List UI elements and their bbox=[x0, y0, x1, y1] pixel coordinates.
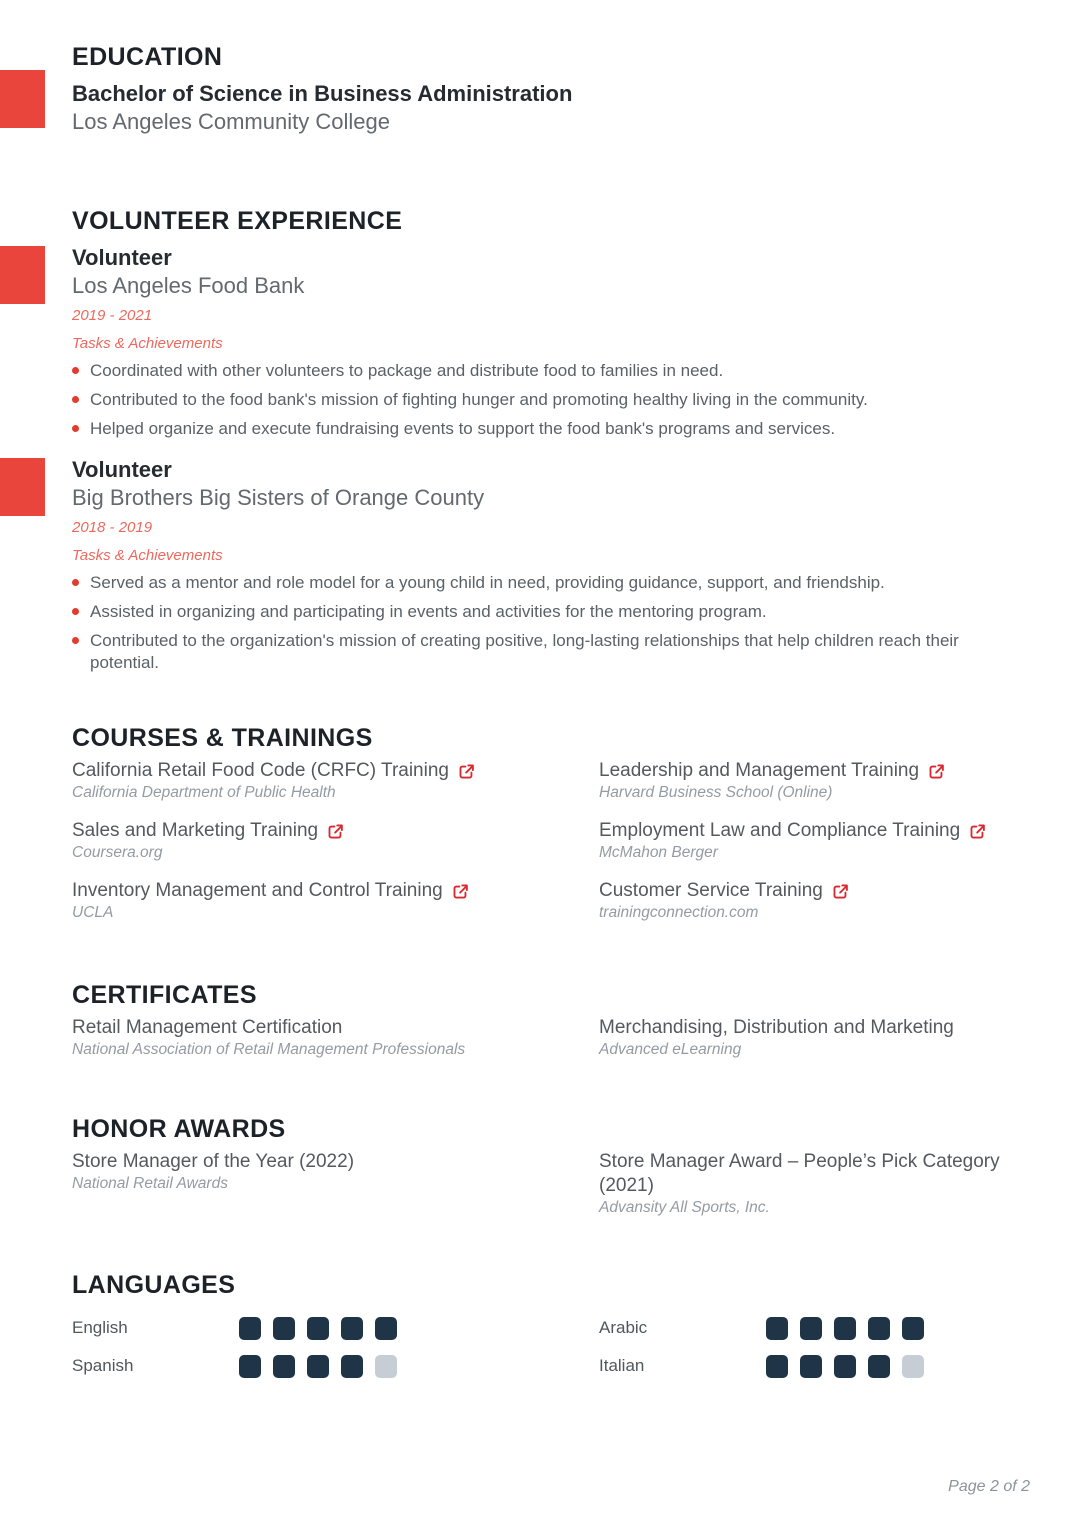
course-card bbox=[599, 819, 1020, 879]
language-level-square bbox=[239, 1317, 261, 1340]
language-level-indicator bbox=[766, 1355, 924, 1378]
accent-block bbox=[0, 70, 45, 128]
language-level-square bbox=[834, 1317, 856, 1340]
education-heading: EDUCATION bbox=[72, 43, 223, 71]
language-name: Italian bbox=[599, 1356, 645, 1375]
language-level-indicator bbox=[766, 1317, 924, 1340]
course-title: Employment Law and Compliance Training bbox=[599, 820, 961, 841]
volunteer-entry bbox=[72, 456, 1020, 674]
certificates-grid bbox=[72, 1016, 1020, 1076]
task-item bbox=[72, 601, 1020, 623]
section-honor-awards bbox=[72, 1114, 1020, 1216]
course-title: Sales and Marketing Training bbox=[72, 820, 319, 841]
task-text: Coordinated with other volunteers to package and distribute food to families in need. bbox=[90, 361, 724, 380]
date-range: 2018 - 2019 bbox=[72, 519, 153, 536]
task-text: Contributed to the food bank's mission of fighting hunger and promoting healthy living in the community. bbox=[90, 390, 868, 409]
organization-name: Los Angeles Food Bank bbox=[72, 273, 305, 298]
language-name: Arabic bbox=[599, 1318, 648, 1337]
certificate-card bbox=[72, 1016, 599, 1076]
bullet-dot-icon bbox=[72, 579, 79, 586]
school-name: Los Angeles Community College bbox=[72, 109, 390, 134]
language-level-square bbox=[868, 1317, 890, 1340]
certificate-title: Merchandising, Distribution and Marketing bbox=[599, 1017, 954, 1038]
language-level-square bbox=[341, 1355, 363, 1378]
task-list bbox=[72, 360, 1020, 440]
tasks-achievements-label: Tasks & Achievements bbox=[72, 335, 223, 352]
section-languages bbox=[72, 1270, 1020, 1378]
language-row bbox=[599, 1316, 1020, 1340]
course-title: Customer Service Training bbox=[599, 880, 823, 901]
external-link-icon[interactable] bbox=[969, 823, 986, 840]
language-row bbox=[72, 1316, 599, 1340]
role-title: Volunteer bbox=[72, 457, 172, 482]
task-item bbox=[72, 360, 1020, 382]
awards-heading: HONOR AWARDS bbox=[72, 1115, 286, 1143]
tasks-achievements-label: Tasks & Achievements bbox=[72, 547, 223, 564]
language-level-square bbox=[307, 1317, 329, 1340]
courses-grid bbox=[72, 759, 1020, 939]
section-volunteer-experience bbox=[72, 206, 1020, 681]
section-education bbox=[72, 42, 1020, 136]
language-level-square bbox=[766, 1317, 788, 1340]
task-item bbox=[72, 630, 1020, 674]
language-level-square bbox=[273, 1355, 295, 1378]
award-issuer: Advansity All Sports, Inc. bbox=[599, 1199, 770, 1216]
page-number: Page 2 of 2 bbox=[948, 1478, 1030, 1495]
external-link-icon[interactable] bbox=[928, 763, 945, 780]
task-list bbox=[72, 572, 1020, 674]
language-level-square bbox=[800, 1317, 822, 1340]
courses-heading: COURSES & TRAININGS bbox=[72, 724, 373, 752]
course-card bbox=[72, 879, 599, 939]
language-level-square bbox=[375, 1317, 397, 1340]
bullet-dot-icon bbox=[72, 367, 79, 374]
language-level-square bbox=[766, 1355, 788, 1378]
education-entry bbox=[72, 80, 1020, 136]
course-card bbox=[72, 759, 599, 819]
bullet-dot-icon bbox=[72, 637, 79, 644]
task-item bbox=[72, 418, 1020, 440]
award-issuer: National Retail Awards bbox=[72, 1175, 228, 1192]
language-level-square bbox=[800, 1355, 822, 1378]
external-link-icon[interactable] bbox=[452, 883, 469, 900]
award-card bbox=[72, 1150, 599, 1210]
course-title: Inventory Management and Control Training bbox=[72, 880, 443, 901]
languages-heading: LANGUAGES bbox=[72, 1271, 236, 1299]
course-provider: California Department of Public Health bbox=[72, 784, 336, 801]
language-level-square bbox=[902, 1355, 924, 1378]
bullet-dot-icon bbox=[72, 608, 79, 615]
task-text: Served as a mentor and role model for a young child in need, providing guidance, support, and friendship. bbox=[90, 573, 885, 592]
course-card bbox=[72, 819, 599, 879]
accent-block bbox=[0, 458, 45, 516]
language-level-square bbox=[834, 1355, 856, 1378]
course-provider: trainingconnection.com bbox=[599, 904, 759, 921]
accent-block bbox=[0, 246, 45, 304]
external-link-icon[interactable] bbox=[327, 823, 344, 840]
language-row bbox=[72, 1354, 599, 1378]
language-level-square bbox=[273, 1317, 295, 1340]
role-title: Volunteer bbox=[72, 245, 172, 270]
certificate-issuer: National Association of Retail Management Professionals bbox=[72, 1041, 466, 1058]
language-level-square bbox=[341, 1317, 363, 1340]
language-level-square bbox=[239, 1355, 261, 1378]
certificate-card bbox=[599, 1016, 1020, 1076]
course-title: California Retail Food Code (CRFC) Training bbox=[72, 760, 449, 781]
bullet-dot-icon bbox=[72, 396, 79, 403]
language-name: Spanish bbox=[72, 1356, 134, 1375]
award-card bbox=[599, 1150, 1020, 1216]
language-level-square bbox=[307, 1355, 329, 1378]
course-title: Leadership and Management Training bbox=[599, 760, 920, 781]
bullet-dot-icon bbox=[72, 425, 79, 432]
external-link-icon[interactable] bbox=[458, 763, 475, 780]
volunteer-entry bbox=[72, 244, 1020, 440]
course-provider: McMahon Berger bbox=[599, 844, 718, 861]
section-courses-trainings bbox=[72, 723, 1020, 939]
course-card bbox=[599, 759, 1020, 819]
task-item bbox=[72, 572, 1020, 594]
languages-grid bbox=[72, 1316, 1020, 1378]
task-text: Helped organize and execute fundraising events to support the food bank's programs and services. bbox=[90, 419, 836, 438]
external-link-icon[interactable] bbox=[832, 883, 849, 900]
award-title: Store Manager Award – People’s Pick Category (2021) bbox=[599, 1151, 1000, 1196]
organization-name: Big Brothers Big Sisters of Orange County bbox=[72, 485, 485, 510]
language-row bbox=[599, 1354, 1020, 1378]
language-level-indicator bbox=[239, 1317, 397, 1340]
language-level-square bbox=[902, 1317, 924, 1340]
course-provider: Coursera.org bbox=[72, 844, 163, 861]
degree-title: Bachelor of Science in Business Administration bbox=[72, 81, 573, 106]
language-level-indicator bbox=[239, 1355, 397, 1378]
section-certificates bbox=[72, 980, 1020, 1076]
course-provider: UCLA bbox=[72, 904, 114, 921]
certificate-issuer: Advanced eLearning bbox=[599, 1041, 742, 1058]
course-provider: Harvard Business School (Online) bbox=[599, 784, 833, 801]
awards-grid bbox=[72, 1150, 1020, 1216]
date-range: 2019 - 2021 bbox=[72, 307, 153, 324]
language-level-square bbox=[868, 1355, 890, 1378]
award-title: Store Manager of the Year (2022) bbox=[72, 1151, 355, 1172]
certificate-title: Retail Management Certification bbox=[72, 1017, 343, 1038]
task-text: Assisted in organizing and participating in events and activities for the mentoring program. bbox=[90, 602, 767, 621]
course-card bbox=[599, 879, 1020, 939]
language-level-square bbox=[375, 1355, 397, 1378]
task-item bbox=[72, 389, 1020, 411]
task-text: Contributed to the organization's mission of creating positive, long-lasting relationships that help children reach their potential. bbox=[90, 631, 959, 672]
language-name: English bbox=[72, 1318, 128, 1337]
volunteer-heading: VOLUNTEER EXPERIENCE bbox=[72, 207, 403, 235]
certificates-heading: CERTIFICATES bbox=[72, 981, 257, 1009]
